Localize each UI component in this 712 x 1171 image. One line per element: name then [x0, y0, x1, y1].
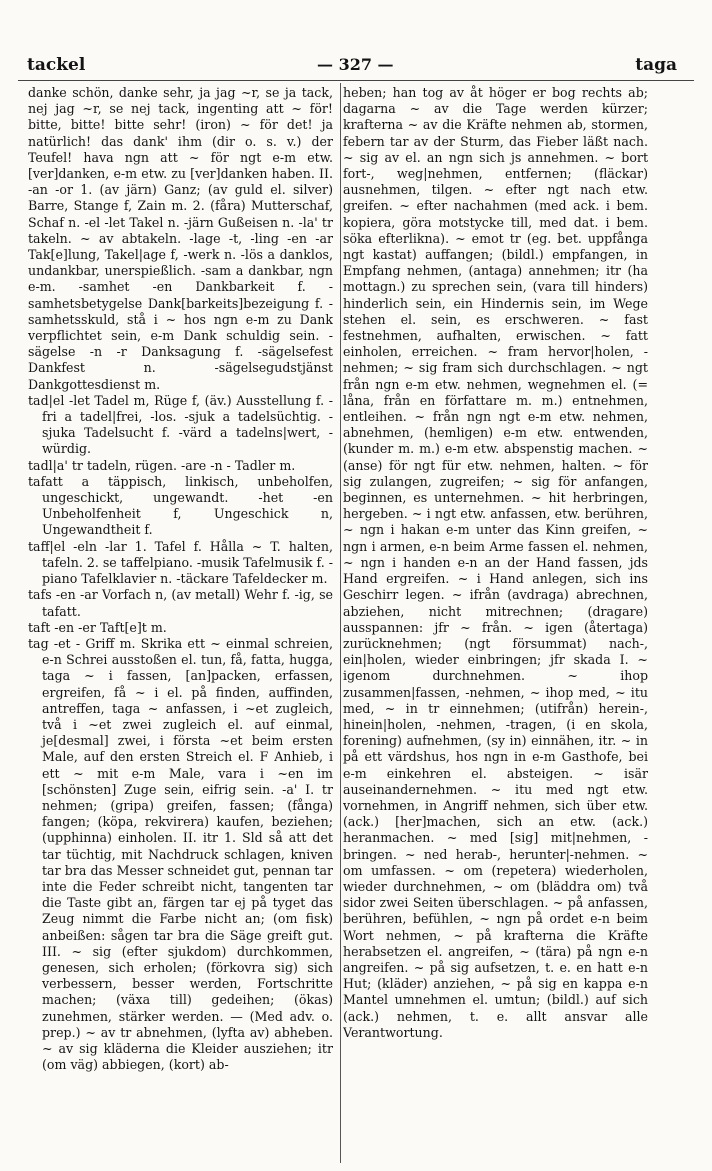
header-rule: [18, 80, 694, 81]
entry-tadel: tad|el -let Tadel m, Rüge f, (äv.) Ausstellung f. -fri a tadel|frei, -los. -sjuk a tadelsüchtig. -sjuka Tadelsucht f. -värd a tadelns|wert, -würdig.: [28, 392, 333, 457]
left-column: [28, 85, 333, 1165]
entry-taft: taft -en -er Taft[e]t m.: [28, 619, 167, 635]
entry-tafatt: tafatt a täppisch, linkisch, unbeholfen, ungeschickt, ungewandt. -het -en Unbeholfenheit f, Ungeschick n, Ungewandtheit f.: [28, 473, 333, 538]
page-number: — 327 —: [317, 55, 394, 74]
entry-tafs: tafs -en -ar Vorfach n, (av metall) Wehr f. -ig, se tafatt.: [28, 587, 333, 619]
entry-taga-continuation: heben; han tog av åt höger er bog rechts ab; dagarna ~ av die Tage werden kürzer; krafterna ~ av die Kräfte nehmen ab, stormen, febern tar av der Sturm, das Fieber läßt nach. ~ sig av el. an ngn sich js annehmen. ~ bort fort-, weg|nehmen, entfernen; (fläckar) ausnehmen, tilgen. ~ efter ngt nach etw. greifen. ~ efter nachahmen (med ack. i bem. kopiera, göra motstycke till, med dat. i bem. söka efterlikna). ~ emot tr (eg. bet. uppfånga ngt kastat) auffangen; (bildl.) empfangen, in Empfang nehmen, (antaga) annehmen; itr (ha mottagn.) zu sprechen sein, (vara till hinders) hinderlich sein, ein Hindernis sein, im Wege stehen el. sein, es erschweren. ~ fast festnehmen, aufhalten, erwischen. ~ fatt einholen, erreichen. ~ fram hervor|holen, -nehmen; ~ sig fram sich durchschlagen. ~ ngt från ngn e-m etw. nehmen, wegnehmen el. (= låna, från en författare m. m.) entnehmen, entleihen. ~ från ngn ngt e-m etw. nehmen, abnehmen, (hemligen) e-m etw. entwenden, (kunder m. m.) e-m etw. abspenstig machen. ~ (anse) för ngt für etw. nehmen, halten. ~ för sig zulangen, zugreifen; ~ sig för anfangen, beginnen, es unternehmen. ~ hit herbringen, hergeben. ~ i ngt etw. anfassen, etw. berühren, ~ ngn i hakan e-m unter das Kinn greifen, ~ ngn i armen, e-n beim Arme fassen el. nehmen, ~ ngn i handen e-n an der Hand fassen, jds Hand ergreifen. ~ i Hand anlegen, sich ins Geschirr legen. ~ ifrån (avdraga) abrechnen, abziehen, nicht mitrechnen; (dragare) ausspannen: jfr ~ från. ~ igen (återtaga) zurücknehmen; (ngt försummat) nach-, ein|holen, wieder einbringen; jfr skada I. ~ igenom durchnehmen. ~ ihop zusammen|fassen, -nehmen, ~ ihop med, ~ itu med, ~ in tr einnehmen; (utifrån) herein-, hinein|holen, -nehmen, -tragen, (i en skola, forening) aufnehmen, (sy in) einnähen, itr. ~ in på ett värdshus, hos ngn in e-m Gasthofe, bei e-m einkehren el. absteigen. ~ isär auseinandernehmen. ~ itu med ngt etw. vornehmen, in Angriff nehmen, sich über etw. (ack.) [her]machen, sich an etw. (ack.) heranmachen. ~ med [sig] mit|nehmen, -bringen. ~ ned herab-, herunter|-nehmen. ~ om umfassen. ~ om (repetera) wiederholen, wieder durchnehmen, ~ om (bläddra om) två sidor zwei Seiten überschlagen. ~ på anfassen, berühren, befühlen, ~ ngn på ordet e-n beim Wort nehmen, ~ på krafterna die Kräfte herabsetzen el. angreifen, ~ (tära) på ngn e-n angreifen. ~ på sig aufsetzen, t. e. en hatt e-n Hut; (kläder) anziehen, ~ på sig en kappa e-n Mantel umnehmen el. umtun; (bildl.) auf sich (ack.) nehmen, t. e. allt ansvar alle Verantwortung.: [343, 85, 648, 1040]
right-running-head: taga: [635, 55, 677, 75]
page-header: [27, 55, 677, 79]
entry-tadla: tadl|a' tr tadeln, rügen. -are -n - Tadler m.: [28, 457, 296, 473]
entry-taffel: taff|el -eln -lar 1. Tafel f. Hålla ~ T. halten, tafeln. 2. se taffelpiano. -musik Tafelmusik f. -piano Tafelklavier n. -täckare Tafeldecker m.: [28, 538, 333, 587]
left-running-head: tackel: [27, 55, 86, 75]
right-column: [343, 85, 648, 1165]
entry-tag: tag -et - Griff m. Skrika ett ~ einmal schreien, e-n Schrei ausstoßen el. tun, få, fatta, hugga, taga ~ i fassen, [an]packen, erfassen, ergreifen, få ~ i el. på finden, auffinden, antreffen, taga ~ anfassen, i ~et zugleich, två i ~et zwei zugleich el. auf einmal, je[desmal] zwei, i första ~et beim ersten Male, auf den ersten Streich el. F Anhieb, i ett ~ mit e-m Male, vara i ~en im [schönsten] Zuge sein, eifrig sein. -a' I. tr nehmen; (gripa) greifen, fassen; (fånga) fangen; (köpa, rekvirera) kaufen, beziehen; (upphinna) einholen. II. itr 1. Sld så att det tar tüchtig, mit Nachdruck schlagen, kniven tar bra das Messer schneidet gut, pennan tar inte die Feder schreibt nicht, tangenten tar die Taste gibt an, färgen tar ej på tyget das Zeug nimmt die Farbe nicht an; (om fisk) anbeißen: sågen tar bra die Säge greift gut. III. ~ sig (efter sjukdom) durchkommen, genesen, sich erholen; (förkovra sig) sich verbessern, besser werden, Fortschritte machen; (växa till) gedeihen; (ökas) zunehmen, stärker werden. — (Med adv. o. prep.) ~ av tr abnehmen, (lyfta av) abheben. ~ av sig kläderna die Kleider ausziehen; itr (om väg) abbiegen, (kort) ab-: [28, 635, 333, 1073]
entry-continuation: danke schön, danke sehr, ja jag ~r, se ja tack, nej jag ~r, se nej tack, ingenting att ~ för! bitte, bitte! bitte sehr! (iron) ~ för det! ja natürlich! das dank' ihm (dir o. s. v.) der Teufel! hava ngn att ~ för ngt e-m etw. [ver]danken, e-m etw. zu [ver]danken haben. II. -an -or 1. (av järn) Ganz; (av guld el. silver) Barre, Stange f, Zain m. 2. (fåra) Mutterschaf, Schaf n. -el -let Takel n. -järn Gußeisen n. -la' tr takeln. ~ av abtakeln. -lage -t, -ling -en -ar Tak[e]lung, Takel|age f, -werk n. -lös a danklos, undankbar, unerspießlich. -sam a dankbar, ngn e-m. -samhet -en Dankbarkeit f. -samhetsbetygelse Dank[barkeits]bezeigung f. -samhetsskuld, stå i ~ hos ngn e-m zu Dank verpflichtet sein, e-m Dank schuldig sein. -sägelse -n -r Danksagung f. -sägelsefest Dankfest n. -sägelsegudstjänst Dankgottesdienst m.: [28, 85, 333, 392]
column-divider: [340, 83, 341, 1163]
